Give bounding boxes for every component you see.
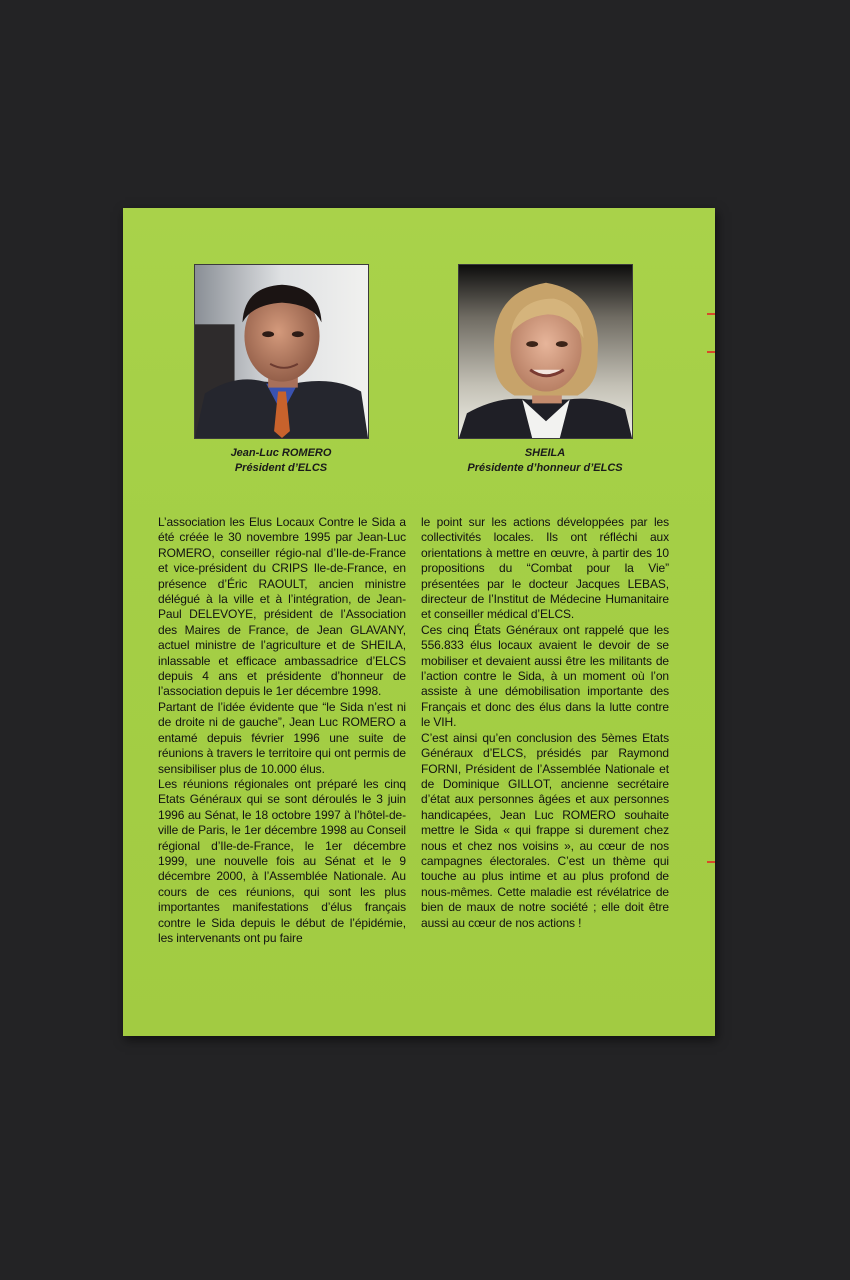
booklet-back-cover bbox=[123, 208, 715, 1036]
paragraph: le point sur les actions développées par les collectivités locales. Ils ont réfléchi aux orientations à mettre en œuvre, à partir des 10 propositions du “Combat pour la Vie” présentées par le docteur Jacques LEBAS, directeur de l’Institut de Médecine Humanitaire et conseiller médical d’ELCS. bbox=[421, 515, 669, 622]
photo-jean-luc-romero bbox=[194, 264, 369, 439]
portrait-woman-image bbox=[459, 265, 632, 438]
left-text-column bbox=[158, 515, 406, 946]
trim-mark bbox=[707, 313, 715, 315]
person-title: Présidente d’honneur d’ELCS bbox=[467, 462, 623, 474]
trim-mark bbox=[707, 861, 715, 863]
person-name: SHEILA bbox=[524, 447, 566, 459]
person-title: Président d’ELCS bbox=[234, 462, 328, 474]
person-name: Jean-Luc ROMERO bbox=[230, 447, 332, 459]
paragraph: Ces cinq États Généraux ont rappelé que les 556.833 élus locaux avaient le devoir de se mobiliser et devaient aussi être les militants de l’action contre le Sida, à un moment où l’on assiste à une démobilisation importante des Français et donc des élus dans la lutte contre le VIH. bbox=[421, 622, 669, 730]
paragraph: Partant de l’idée évidente que “le Sida n’est ni de droite ni de gauche”, Jean Luc ROMERO a entamé depuis février 1996 une suite de réunions à travers le territoire qui ont permis de sensibiliser plus de 10.000 élus. bbox=[158, 699, 406, 776]
photo-sheila bbox=[458, 264, 633, 439]
paragraph: C’est ainsi qu’en conclusion des 5èmes Etats Généraux d’ELCS, présidés par Raymond FORNI, Président de l’Assemblée Nationale et de Dominique GILLOT, ancienne secrétaire d’état aux personnes âgées et aux personnes handicapées, Jean Luc ROMERO souhaite mettre le Sida « qui frappe si durement chez nous et chez nos voisins », au cœur de nos campagnes électorales. C’est un thème qui touche au plus intime et au plus profond de nous-mêmes. Cette maladie est révélatrice de bien de maux de notre société ; elle doit être aussi au cœur de nos actions ! bbox=[421, 730, 669, 930]
trim-mark bbox=[707, 351, 715, 353]
caption-jean-luc-romero bbox=[171, 446, 391, 476]
paragraph: L’association les Elus Locaux Contre le Sida a été créée le 30 novembre 1995 par Jean-Luc ROMERO, conseiller régio-nal d’Ile-de-France et vice-président du CRIPS Ile-de-France, en présence d’Éric RAOULT, ancien ministre délégué à la ville et à l’intégration, de Jean-Paul DELEVOYE, président de l’Association des Maires de France, de Jean GLAVANY, actuel ministre de l’agriculture et de SHEILA, inlassable et efficace ambassadrice d’ELCS depuis 4 ans et présidente d’honneur de l’association depuis le 1er décembre 1998. bbox=[158, 515, 406, 699]
portrait-man-image bbox=[195, 265, 368, 438]
caption-sheila bbox=[435, 446, 655, 476]
paragraph: Les réunions régionales ont préparé les cinq Etats Généraux qui se sont déroulés le 3 juin 1996 au Sénat, le 18 octobre 1997 à l’hôtel-de-ville de Paris, le 1er décembre 1998 au Conseil régional d’Ile-de-France, le 1er décembre 1999, une nouvelle fois au Sénat et le 9 décembre 2000, à l’Assemblée Nationale. Au cours de ces réunions, qui sont les plus importantes manifestations d’élus français contre le Sida depuis le début de l’épidémie, les intervenants ont pu faire bbox=[158, 776, 406, 945]
right-text-column bbox=[421, 515, 669, 931]
